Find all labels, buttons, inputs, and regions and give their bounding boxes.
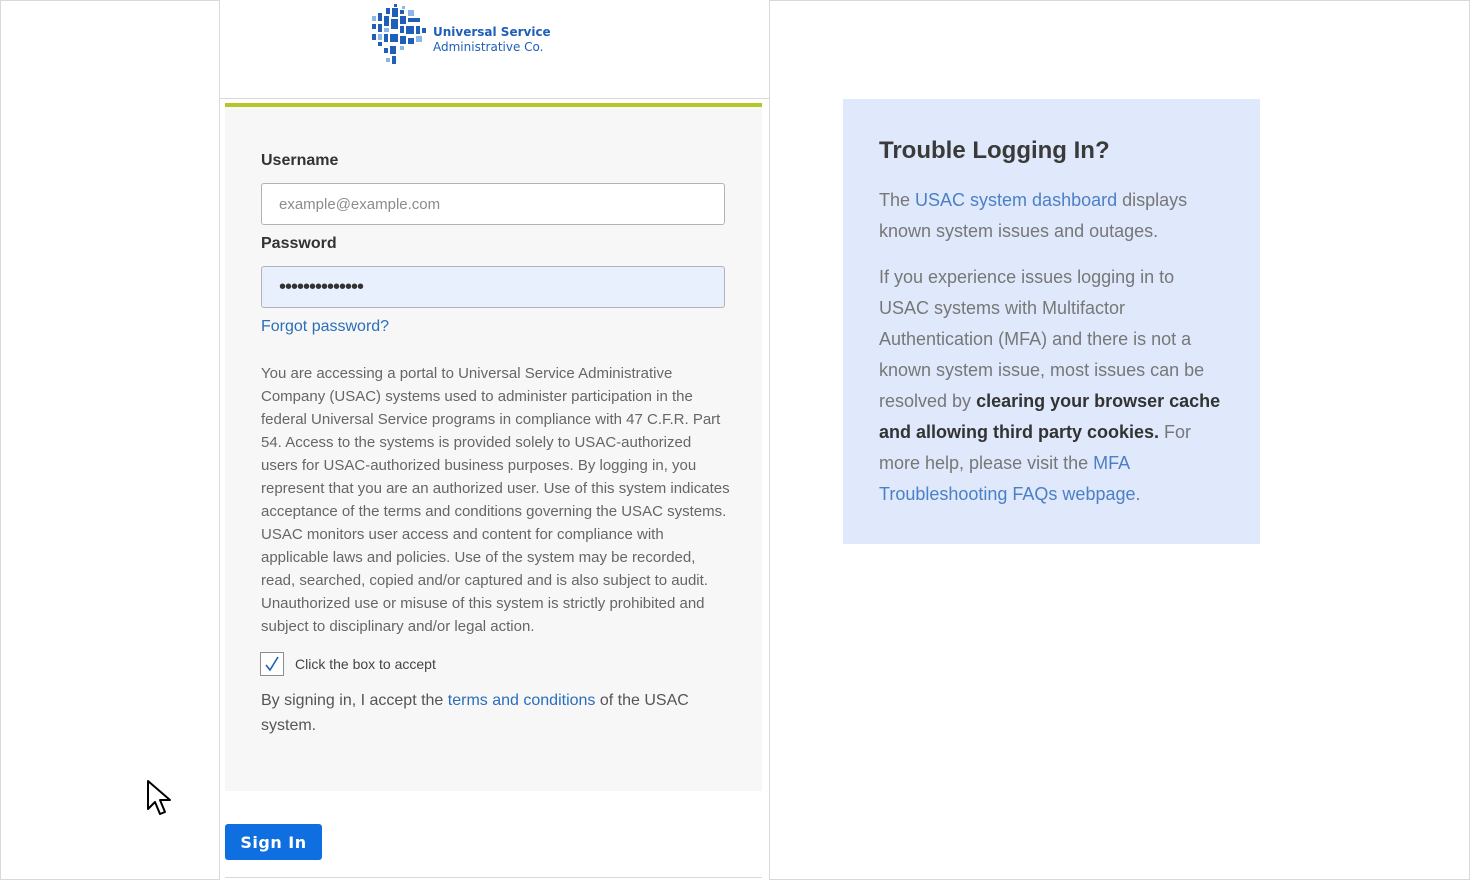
accept-checkbox[interactable] [260, 652, 284, 676]
help-p2-bold: clearing your browser cache and allowing third party cookies. [879, 391, 1221, 442]
trouble-logging-in-panel [843, 99, 1260, 544]
logo-wordmark [433, 25, 551, 55]
help-p2-end: . [1135, 484, 1141, 504]
terms-suffix: of the USAC system. [261, 692, 689, 734]
accept-row [260, 652, 436, 676]
usac-logo-icon [372, 4, 428, 66]
system-dashboard-link[interactable]: USAC system dashboard [915, 190, 1118, 210]
mfa-faq-link[interactable]: MFA Troubleshooting FAQs webpage [879, 453, 1136, 504]
divider [225, 877, 762, 878]
login-form-panel [225, 103, 762, 791]
help-p1-suffix: displays known system issues and outages. [879, 190, 1188, 241]
terms-statement [261, 688, 721, 738]
help-title: Trouble Logging In? [879, 137, 1110, 164]
logo-header [220, 0, 769, 99]
help-mfa-paragraph [879, 262, 1229, 510]
checkmark-icon [263, 655, 281, 673]
terms-prefix: By signing in, I accept the [261, 692, 448, 709]
help-p1-prefix: The [879, 190, 916, 210]
access-disclaimer: You are accessing a portal to Universal Service Administrative Company (USAC) systems used to administer participation in the federal Universal Service programs in compliance with 47 C.F.R. Part 54. Access to the systems is provided solely to USAC-authorized users for USAC-authorized business purposes. By logging in, you represent that you are an authorized user. Use of this system indicates acceptance of the terms and conditions governing the USAC systems. USAC monitors user access and content for compliance with applicable laws and policies. Use of the system may be recorded, read, searched, copied and/or captured and is also subject to audit. Unauthorized use or misuse of this system is strictly prohibited and subject to disciplinary and/or legal action. [261, 365, 730, 635]
password-label: Password [261, 235, 337, 252]
username-input[interactable] [261, 183, 725, 225]
accept-label: Click the box to accept [295, 656, 436, 672]
terms-and-conditions-link[interactable]: terms and conditions [447, 692, 596, 709]
password-input[interactable] [261, 266, 725, 308]
username-label: Username [261, 152, 339, 169]
forgot-password-link[interactable]: Forgot password? [261, 318, 390, 335]
logo-line-1: Universal Service [433, 25, 551, 39]
sign-in-button[interactable]: Sign In [225, 824, 322, 860]
help-p2-prefix: If you experience issues logging in to USAC systems with Multifactor Authentication (MFA) and there is not a known system issue, most issues can be resolved by [879, 267, 1205, 411]
logo-line-2: Administrative Co. [433, 40, 544, 54]
mouse-cursor-icon [146, 779, 174, 819]
help-dashboard-paragraph [879, 185, 1229, 247]
login-column [219, 0, 770, 880]
help-p2-mid: For more help, please visit the [879, 422, 1192, 473]
